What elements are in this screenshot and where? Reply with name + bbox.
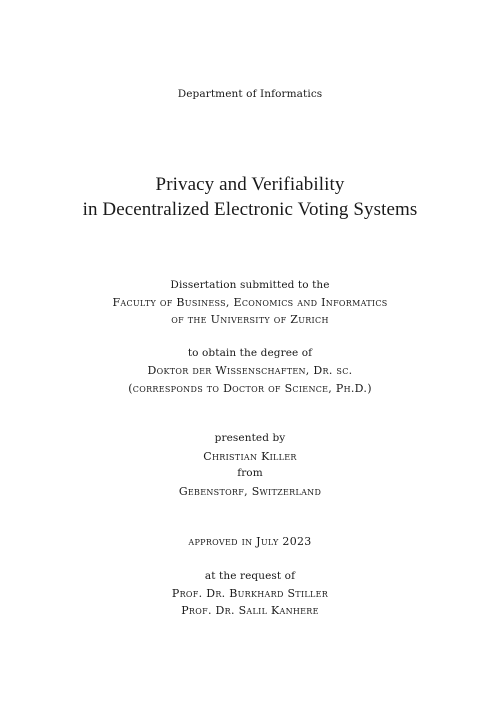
approval-date: approved in July 2023: [188, 535, 312, 548]
author-origin: Gebenstorf, Switzerland: [178, 485, 322, 498]
request-intro: at the request of: [204, 570, 296, 582]
faculty-name: Faculty of Business, Economics and Informatics: [112, 296, 388, 309]
advisor-1: Prof. Dr. Burkhard Stiller: [171, 587, 329, 600]
degree-name: Doktor der Wissenschaften, Dr. sc.: [147, 364, 353, 377]
thesis-title-line-1: Privacy and Verifiability: [155, 174, 345, 195]
submission-text: Dissertation submitted to the: [170, 279, 330, 291]
thesis-title-line-2: in Decentralized Electronic Voting Systems: [82, 199, 418, 220]
from-label: from: [237, 467, 263, 479]
degree-equivalent: (corresponds to Doctor of Science, Ph.D.): [128, 382, 372, 395]
university-name: of the University of Zurich: [171, 313, 329, 326]
degree-intro: to obtain the degree of: [187, 347, 313, 359]
presented-by-label: presented by: [214, 432, 286, 444]
author-name: Christian Killer: [203, 450, 297, 463]
advisor-2: Prof. Dr. Salil Kanhere: [181, 604, 319, 617]
department-label: Department of Informatics: [177, 88, 323, 100]
